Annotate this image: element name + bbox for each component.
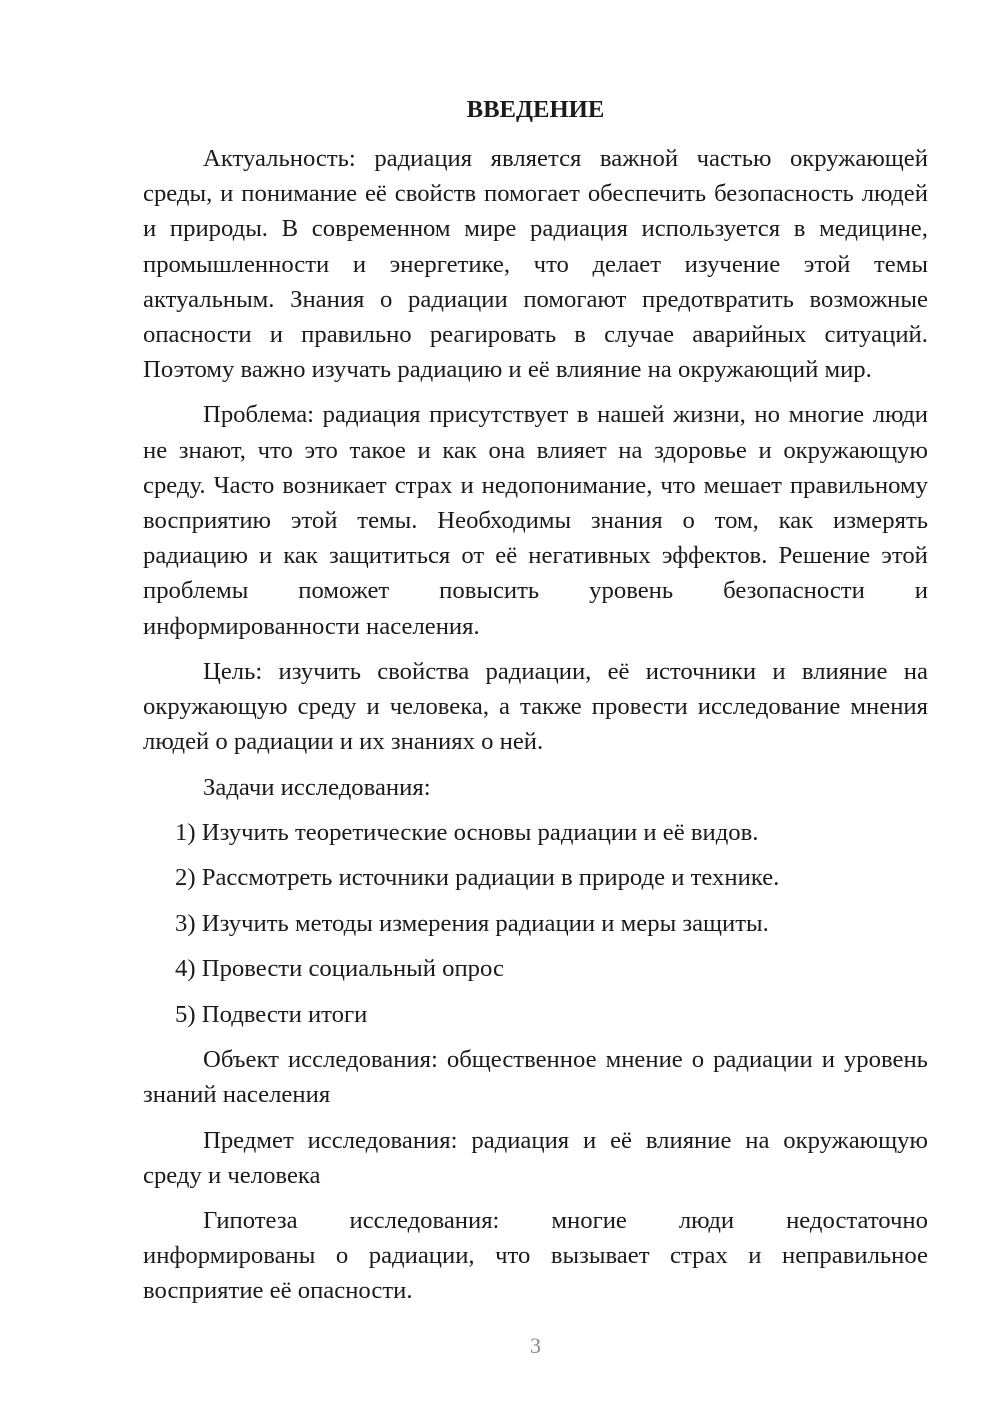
word: исследования: <box>307 1126 458 1154</box>
task-item <box>143 860 928 895</box>
word: и <box>460 471 474 499</box>
word: присутствует <box>429 401 569 429</box>
word: эффектов. <box>661 542 768 570</box>
word: медицине, <box>819 215 928 243</box>
word: Гипотеза <box>203 1207 298 1235</box>
word: источники <box>645 657 757 685</box>
word: Решение <box>778 542 871 570</box>
word: этой <box>881 542 928 570</box>
word: среду <box>297 693 357 721</box>
word: страх <box>670 1242 728 1270</box>
word: обеспечить <box>587 180 707 208</box>
word: среды, <box>143 180 213 208</box>
word: провести <box>591 693 688 721</box>
word: многие <box>551 1207 627 1235</box>
word: защититься <box>328 542 451 570</box>
paragraph-line: людей о радиации и их знаниях о ней. <box>143 728 544 756</box>
word: людей <box>861 180 928 208</box>
word: Объект <box>203 1045 279 1073</box>
word: что <box>533 250 569 278</box>
word: многие <box>788 401 865 429</box>
word: её <box>495 542 518 570</box>
word: страх <box>394 471 453 499</box>
paragraph-problem <box>143 397 928 643</box>
word: и <box>220 180 234 208</box>
word: здоровье <box>654 436 747 464</box>
word: том, <box>714 507 759 535</box>
word: что <box>660 471 696 499</box>
word: о <box>682 507 695 535</box>
word: Цель: <box>203 657 263 685</box>
word: как <box>778 507 814 535</box>
paragraph-line <box>143 468 928 503</box>
page-number: 3 <box>530 1333 541 1358</box>
word: промышленности <box>143 250 330 278</box>
word: измерять <box>833 507 928 535</box>
paragraph-line <box>143 1238 928 1273</box>
word: безопасность <box>714 180 854 208</box>
word: энергетике, <box>389 250 511 278</box>
word: понимание <box>241 180 358 208</box>
tasks-heading <box>143 770 928 805</box>
word: радиация <box>374 144 473 172</box>
word: окружающую <box>143 693 288 721</box>
word: влияние <box>645 1126 732 1154</box>
word: а <box>499 693 510 721</box>
word: неправильное <box>782 1242 928 1270</box>
word: ситуаций. <box>824 320 928 348</box>
word: влияние <box>801 657 888 685</box>
word: радиации <box>408 285 508 313</box>
task-item <box>143 951 928 986</box>
word: Проблема: <box>203 401 315 429</box>
word: исследования: <box>349 1207 500 1235</box>
word: радиации <box>713 1045 813 1073</box>
word: изучение <box>684 250 781 278</box>
word: и <box>748 1242 762 1270</box>
word: такое <box>349 436 406 464</box>
paragraph-line <box>143 282 928 317</box>
task-item <box>143 906 928 941</box>
task-item <box>143 997 928 1032</box>
word: и <box>143 215 157 243</box>
task-item-text: 2) Рассмотреть источники радиации в природе и технике. <box>175 864 780 892</box>
word: свойства <box>377 657 470 685</box>
word: безопасности <box>723 577 865 605</box>
text-column <box>143 92 928 1309</box>
word: радиация <box>530 215 628 243</box>
word: также <box>520 693 582 721</box>
paragraph-subject <box>143 1123 928 1193</box>
word: как <box>442 436 477 464</box>
word: люди <box>872 401 928 429</box>
word: радиация <box>322 401 421 429</box>
word: предотвратить <box>641 285 794 313</box>
task-item <box>143 815 928 850</box>
word: недопонимание, <box>481 471 653 499</box>
word: но <box>754 401 780 429</box>
paragraph-line <box>143 1203 928 1238</box>
word: жизни, <box>673 401 746 429</box>
paragraph-line <box>143 397 928 432</box>
word: и <box>269 320 283 348</box>
word: радиации, <box>368 1242 475 1270</box>
word: что <box>495 1242 531 1270</box>
word: Актуальность: <box>203 144 356 172</box>
word: уровень <box>843 1045 928 1073</box>
paragraph-line <box>143 1123 928 1158</box>
word: о <box>335 1242 349 1270</box>
word: свойств <box>394 180 477 208</box>
word: Необходимы <box>437 507 572 535</box>
paragraph-relevance <box>143 141 928 387</box>
word: является <box>490 144 582 172</box>
word: изучить <box>278 657 361 685</box>
task-item-text: 3) Изучить методы измерения радиации и меры защиты. <box>175 909 769 937</box>
task-item-text: 5) Подвести итоги <box>175 1000 368 1028</box>
word: восприятию <box>143 507 271 535</box>
word: исследования: <box>287 1045 438 1073</box>
word: её <box>364 180 387 208</box>
word: среду. <box>143 471 206 499</box>
word: знают, <box>178 436 246 464</box>
word: помогают <box>523 285 627 313</box>
word: что <box>257 436 293 464</box>
word: исследование <box>697 693 841 721</box>
task-item-text: 4) Провести социальный опрос <box>175 955 504 983</box>
paragraph-line <box>143 1042 928 1077</box>
word: мнения <box>850 693 928 721</box>
word: повысить <box>439 577 540 605</box>
word: о <box>691 1045 705 1073</box>
word: окружающую <box>783 436 928 464</box>
word: этой <box>803 250 851 278</box>
word: помогает <box>484 180 580 208</box>
word: возможные <box>809 285 928 313</box>
word: информированы <box>143 1242 316 1270</box>
paragraph-line <box>143 176 928 211</box>
word: современном <box>311 215 451 243</box>
word: поможет <box>298 577 390 605</box>
paragraph-line <box>143 141 928 176</box>
paragraph-line <box>143 573 928 608</box>
word: делает <box>592 250 662 278</box>
word: опасности <box>143 320 252 348</box>
word: мире <box>464 215 517 243</box>
word: Часто <box>213 471 275 499</box>
word: в <box>793 215 806 243</box>
word: Предмет <box>203 1126 294 1154</box>
word: и <box>758 436 772 464</box>
tasks-heading-text: Задачи исследования: <box>203 773 431 801</box>
word: общественное <box>446 1045 597 1073</box>
paragraph-line <box>143 503 928 538</box>
paragraph-line: Поэтому важно изучать радиацию и её влияние на окружающий мир. <box>143 356 872 384</box>
paragraph-line: информированности населения. <box>143 612 480 640</box>
word: темы <box>873 250 928 278</box>
paragraph-line <box>143 211 928 246</box>
word: аварийных <box>692 320 807 348</box>
word: окружающей <box>789 144 928 172</box>
paragraph-line <box>143 317 928 352</box>
paragraph-hypothesis <box>143 1203 928 1309</box>
paragraph-line <box>143 689 928 724</box>
paragraph-line: среду и человека <box>143 1161 321 1189</box>
word: окружающую <box>783 1126 928 1154</box>
word: негативных <box>528 542 651 570</box>
word: случае <box>604 320 675 348</box>
word: и <box>821 1045 835 1073</box>
word: уровень <box>589 577 674 605</box>
paragraph-goal <box>143 654 928 760</box>
word: реагировать <box>429 320 557 348</box>
word: темы. <box>357 507 418 535</box>
word: это <box>304 436 338 464</box>
word: правильному <box>789 471 928 499</box>
word: и <box>772 657 786 685</box>
word: её <box>607 657 630 685</box>
word: человека, <box>389 693 490 721</box>
word: и <box>366 693 380 721</box>
word: радиация <box>471 1126 570 1154</box>
word: как <box>283 542 318 570</box>
word: проблемы <box>143 577 249 605</box>
word: В <box>281 215 299 243</box>
word: правильно <box>301 320 412 348</box>
word: на <box>618 436 643 464</box>
word: в <box>576 401 589 429</box>
paragraph-line <box>143 654 928 689</box>
word: она <box>488 436 526 464</box>
word: на <box>745 1126 770 1154</box>
word: знания <box>590 507 663 535</box>
word: важной <box>599 144 679 172</box>
page-title: ВВЕДЕНИЕ <box>466 96 605 123</box>
word: и <box>583 1126 597 1154</box>
word: её <box>610 1126 632 1154</box>
word: и <box>352 250 367 278</box>
paragraph-object <box>143 1042 928 1112</box>
paragraph-line <box>143 538 928 573</box>
word: нашей <box>597 401 665 429</box>
word: не <box>143 436 168 464</box>
word: вызывает <box>550 1242 650 1270</box>
word: радиации, <box>485 657 592 685</box>
word: природы. <box>169 215 268 243</box>
word: недостаточно <box>786 1207 928 1235</box>
word: мешает <box>703 471 782 499</box>
word: этой <box>290 507 338 535</box>
paragraph-line: знаний населения <box>143 1081 331 1109</box>
word: на <box>903 657 928 685</box>
word: в <box>574 320 586 348</box>
word: люди <box>678 1207 735 1235</box>
word: радиацию <box>143 542 248 570</box>
word: актуальным. <box>143 285 275 313</box>
word: используется <box>641 215 781 243</box>
word: и <box>259 542 273 570</box>
paragraph-line <box>143 247 928 282</box>
word: о <box>380 285 393 313</box>
word: от <box>461 542 485 570</box>
word: мнение <box>605 1045 683 1073</box>
word: и <box>914 577 928 605</box>
word: частью <box>696 144 772 172</box>
paragraph-line: восприятие её опасности. <box>143 1277 413 1305</box>
word: влияет <box>536 436 607 464</box>
word: Знания <box>290 285 365 313</box>
word: возникает <box>282 471 387 499</box>
paragraph-line <box>143 433 928 468</box>
task-item-text: 1) Изучить теоретические основы радиации и её видов. <box>175 819 759 847</box>
word: и <box>417 436 431 464</box>
